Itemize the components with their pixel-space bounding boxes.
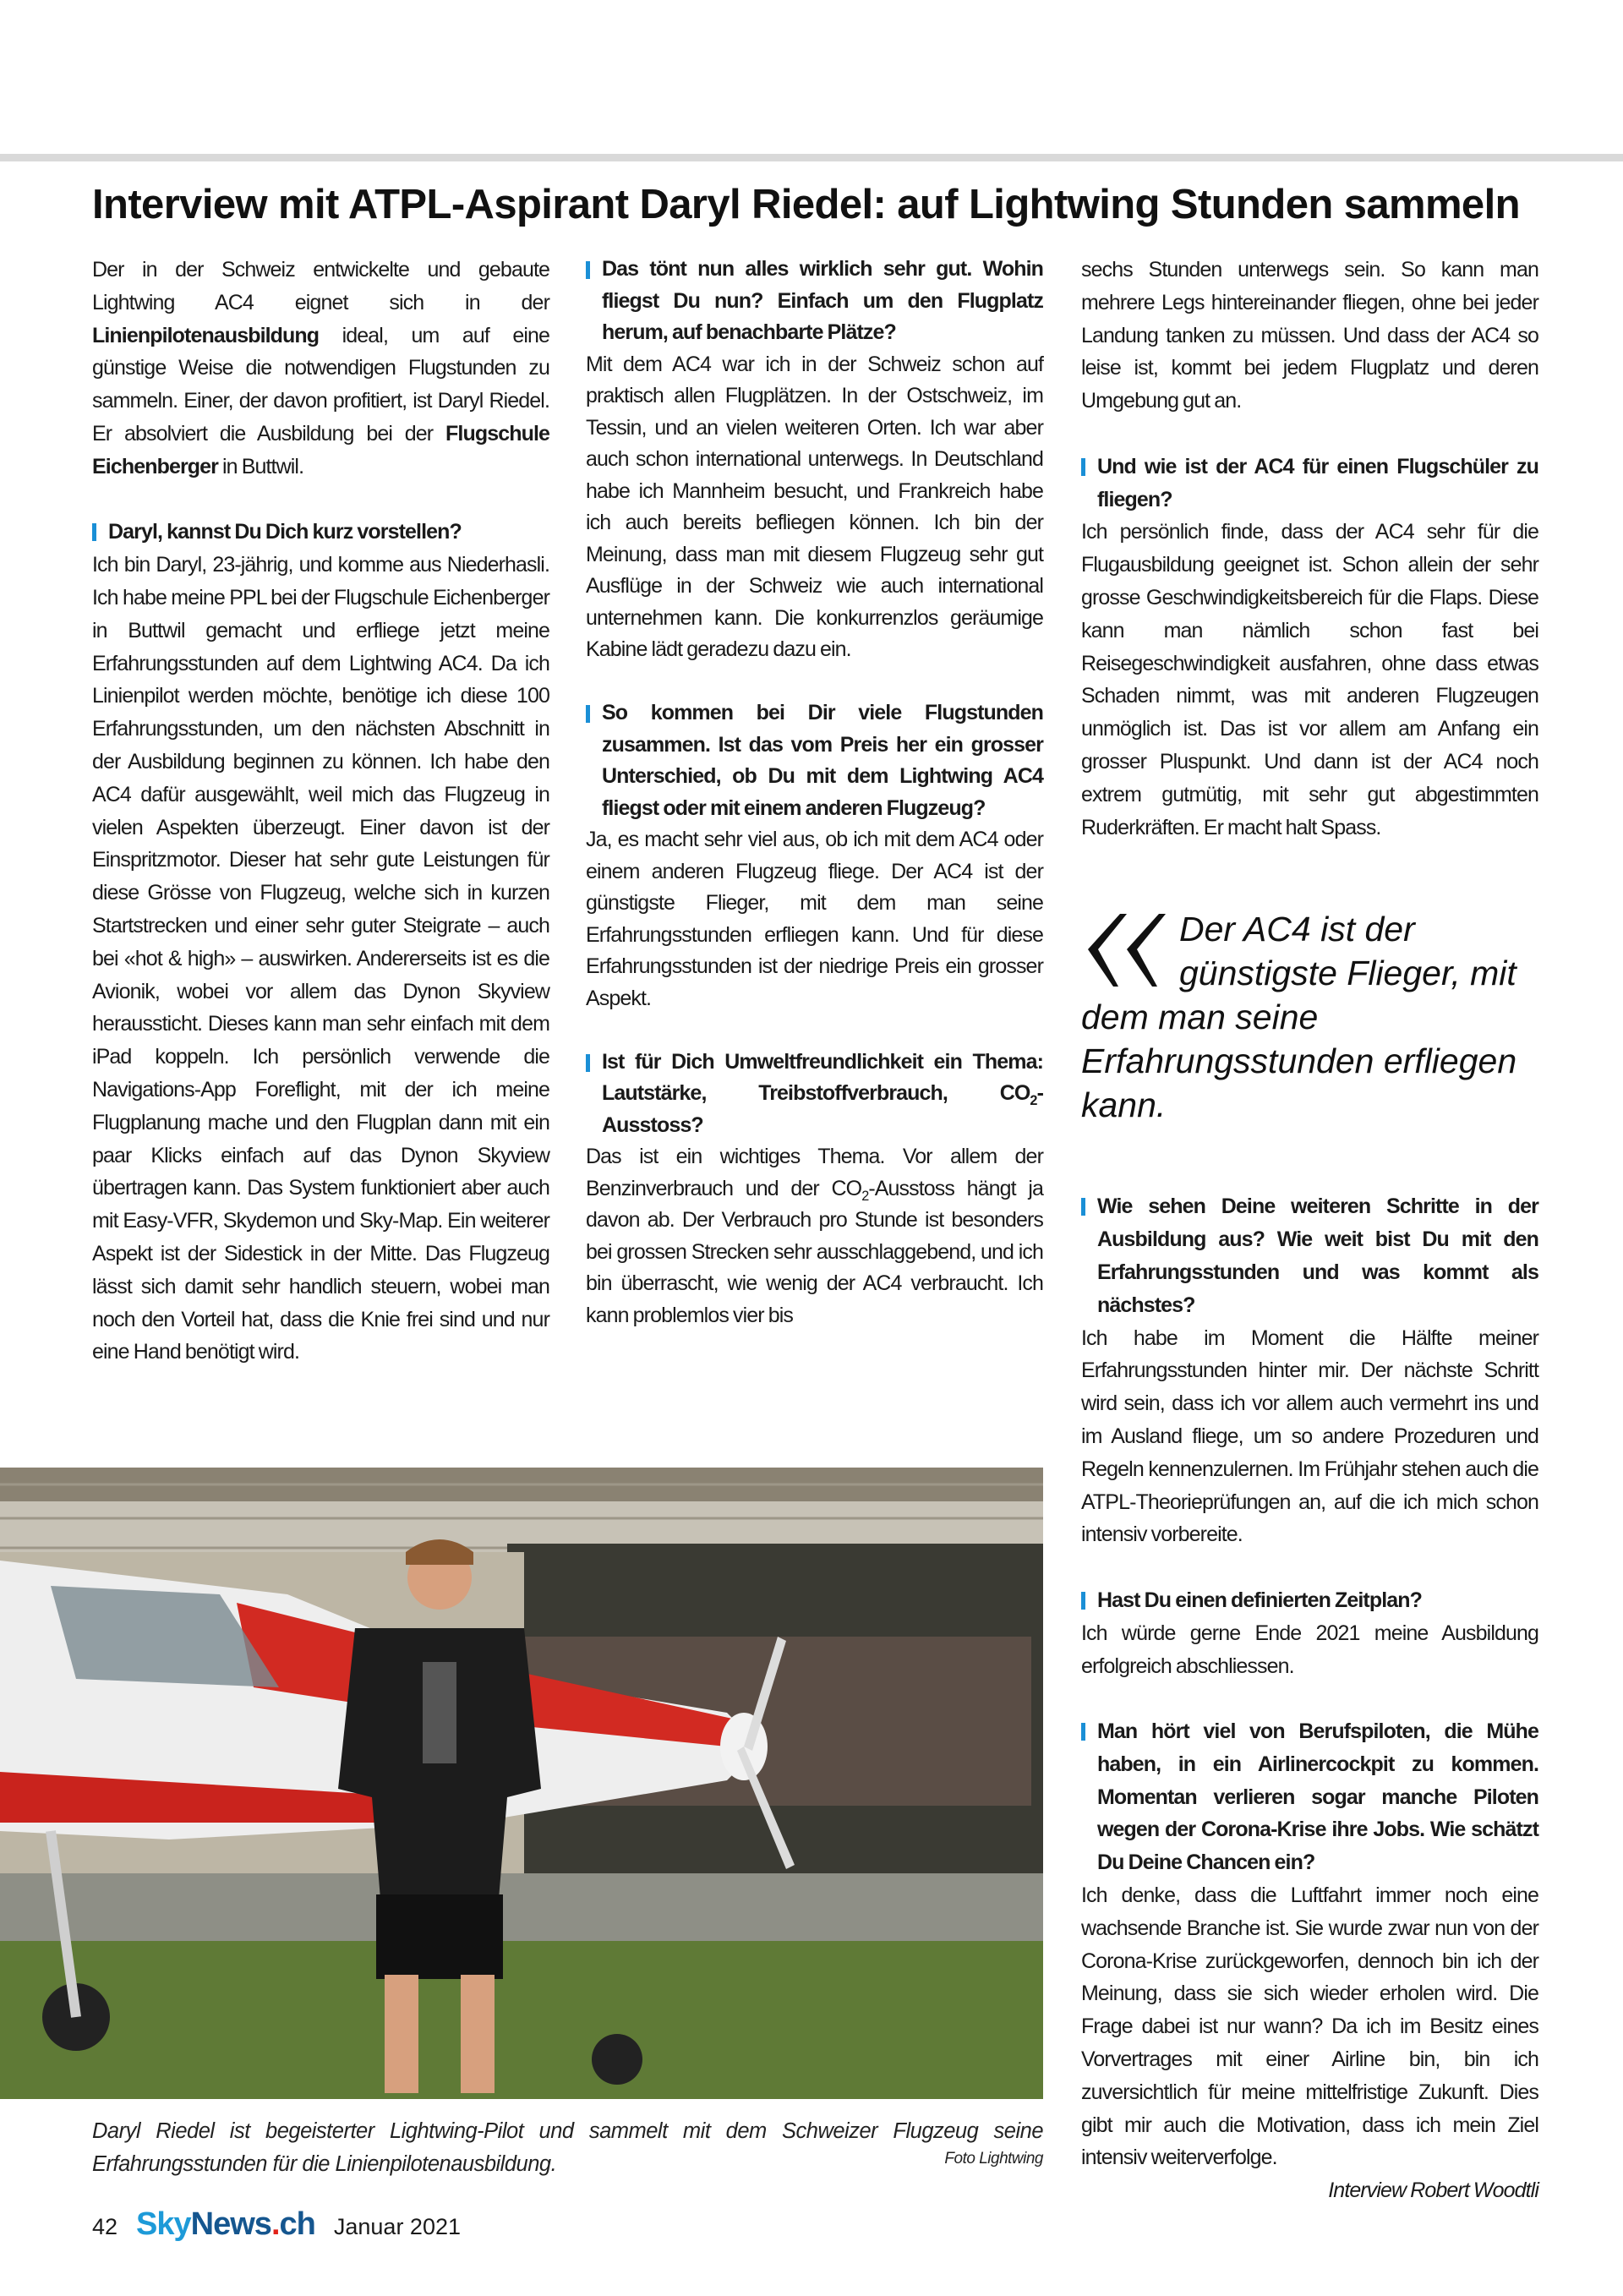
page-footer xyxy=(92,2206,461,2243)
answer: Ich würde gerne Ende 2021 meine Ausbildung erfolgreich abschliessen. xyxy=(1081,1621,1538,1678)
question-text: Ist für Dich Umweltfreundlichkeit ein Thema: Lautstärke, Treibstoffverbrauch, CO xyxy=(602,1049,1043,1105)
answer: Mit dem AC4 war ich in der Schweiz schon auf praktisch allen Flugplätzen. In der Ostschweiz, im Tessin, und an vielen weiteren Orten. Ich war aber auch schon international unterwegs. In Deutschland habe ich Mannheim besucht, und Frankreich habe ich auch bereits befliegen können. Ich bin der Meinung, dass man mit diesem Flugzeug sehr gut Ausflüge in der Schweiz wie auch international unternehmen kann. Die konkurrenzlos geräumige Kabine lädt geradezu dazu ein. xyxy=(586,352,1043,661)
skynews-logo xyxy=(136,2206,315,2243)
answer: Ich persönlich finde, dass der AC4 sehr für die Flugausbildung geeignet ist. Schon allein der sehr grosse Geschwindigkeitsbereich für die Flaps. Diese kann man nämlich schon fast bei Reisegeschwindigkeit ausfahren, ohne dass etwas Schaden nimmt, was mit anderen Flugzeugen unmöglich ist. Das ist vor allem am Anfang ein grosser Pluspunkt. Und dann ist der AC4 noch extrem gutmütig, mit sehr gut abgestimmten Ruderkräften. Er macht halt Spass. xyxy=(1081,520,1538,839)
question: Hast Du einen definierten Zeitplan? xyxy=(1081,1584,1538,1617)
answer: Ich denke, dass die Luftfahrt immer noch eine wachsende Branche ist. Sie wurde zwar nun von der Corona-Krise zurückgeworfen, dennoch bin ich der Meinung, dass sie sich wieder erholen wird. Die Frage dabei ist nur wann? Da ich im Besitz eines Vorvertrages mit einer Airline bin, bin ich zuversichtlich für meine mittelfristige Zukunft. Dies gibt mir auch die Motivation, dass ich mein Ziel intensiv weiterverfolge. xyxy=(1081,1883,1538,2170)
question: Das tönt nun alles wirklich sehr gut. Wohin fliegst Du nun? Einfach um den Flugplatz herum, auf benachbarte Plätze? xyxy=(586,254,1043,349)
pull-quote-text: Der AC4 ist der günstigste Flieger, mit dem man seine Erfahrungsstunden erfliegen kann. xyxy=(1081,910,1517,1125)
question: Und wie ist der AC4 für einen Flugschüler zu fliegen? xyxy=(1081,451,1538,517)
question: So kommen bei Dir viele Flugstunden zusammen. Ist das vom Preis her ein grosser Unterschied, ob Du mit dem Lightwing AC4 fliegst oder mit einem anderen Flugzeug? xyxy=(586,697,1043,824)
column-1 xyxy=(92,254,549,1369)
column-2 xyxy=(586,254,1043,1331)
question: Wie sehen Deine weiteren Schritte in der Ausbildung aus? Wie weit bist Du mit den Erfahrungsstunden und was kommt als nächstes? xyxy=(1081,1190,1538,1321)
logo-ch: ch xyxy=(279,2206,315,2242)
question xyxy=(586,1047,1043,1142)
pull-quote xyxy=(1081,907,1538,1127)
photo-credit: Foto Lightwing xyxy=(944,2149,1043,2168)
issue-date: Januar 2021 xyxy=(333,2214,461,2239)
answer-text: -Ausstoss hängt ja davon ab. Der Verbrauch pro Stunde ist besonders bei grossen Strecken sehr ausschlaggebend, und ich bin überrascht, wie wenig der AC4 verbraucht. Ich kann problemlos vier bis xyxy=(586,1176,1043,1327)
subscript: 2 xyxy=(1030,1093,1037,1108)
answer-continued: sechs Stunden unterwegs sein. So kann man mehrere Legs hintereinander fliegen, ohne bei jeder Landung tanken zu müssen. Und dass der AC4 so leise ist, kommt bei jedem Flugplatz und deren Umgebung gut an. xyxy=(1081,258,1538,413)
question: Man hört viel von Berufspiloten, die Mühe haben, in ein Airlinercockpit zu kommen. Momentan verlieren sogar manche Piloten wegen der Corona-Krise ihre Jobs. Wie schätzt Du Deine Chancen ein? xyxy=(1081,1715,1538,1879)
answer: Ich bin Daryl, 23-jährig, und komme aus Niederhasli. Ich habe meine PPL bei der Flugschule Eichenberger in Buttwil gemacht und erfliege jetzt meine Erfahrungsstunden auf dem Lightwing AC4. Da ich Linienpilot werden möchte, benötige ich diese 100 Erfahrungsstunden, um den nächsten Abschnitt in der Ausbildung beginnen zu können. Ich habe den AC4 dafür ausgewählt, weil mich das Flugzeug in vielen Aspekten überzeugt. Einer davon ist der Einspritzmotor. Dieser hat sehr gute Leistungen für diese Grösse von Flugzeug, welche sich in kurzen Startstrecken und einer sehr guter Steigrate – auch bei «hot & high» – auswirken. Andererseits ist es die Avionik, wobei vor allem das Dynon Skyview heraussticht. Dieses kann man sehr einfach mit dem iPad koppeln. Ich persönlich verwende die Navigations-App Foreflight, mit der ich meine Flugplanung mache und den Flugplan dann mit ein paar Klicks einfach auf das Dynon Skyview übertragen kann. Das System funktioniert aber auch mit Easy-VFR, Skydemon und Sky-Map. Ein weiterer Aspekt ist der Sidestick in der Mitte. Das Flugzeug lässt sich damit sehr handlich steuern, wobei man noch den Vorteil hat, dass die Knie frei sind und nur eine Hand benötigt wird. xyxy=(92,553,549,1364)
top-divider xyxy=(0,154,1623,161)
column-3 xyxy=(1081,254,1538,2207)
intro-text: ideal, um auf eine günstige Weise die notwendigen Flugstunden zu sammeln. Einer, der davon profitiert, ist Daryl Riedel. Er absolviert die Ausbildung bei der xyxy=(92,323,549,446)
logo-sky: Sky xyxy=(136,2206,191,2242)
answer: Ich habe im Moment die Hälfte meiner Erfahrungsstunden hinter mir. Der nächste Schritt wird sein, dass ich vor allem auch vermehrt ins und im Ausland fliege, um so andere Prozeduren und Regeln kennenzulernen. Im Frühjahr stehen auch die ATPL-Theorieprüfungen an, auf die ich mich schon intensiv vorbereite. xyxy=(1081,1326,1538,1547)
quote-mark-icon xyxy=(1081,907,1172,992)
answer: Ja, es macht sehr viel aus, ob ich mit dem AC4 oder einem anderen Flugzeug fliege. Der AC4 ist der günstigste Flieger, mit dem man seine Erfahrungsstunden erfliegen kann. Und für diese Erfahrungsstunden ist der niedrige Preis ein grosser Aspekt. xyxy=(586,828,1043,1010)
intro-bold: Linienpilotenausbildung xyxy=(92,323,320,347)
intro-text: in Buttwil. xyxy=(217,454,304,478)
page-number: 42 xyxy=(92,2214,118,2239)
intro-text: Der in der Schweiz entwickelte und gebaute Lightwing AC4 eignet sich in der xyxy=(92,258,549,314)
article-photo xyxy=(0,1468,1043,2099)
question: Daryl, kannst Du Dich kurz vorstellen? xyxy=(92,516,549,549)
answer-text: Das ist ein wichtiges Thema. Vor allem der Benzinverbrauch und der CO xyxy=(586,1145,1043,1200)
logo-dot: . xyxy=(270,2206,280,2242)
answer xyxy=(586,1141,1043,1331)
question-text: -Ausstoss? xyxy=(602,1081,1043,1137)
photo-caption xyxy=(92,2115,1043,2181)
byline: Interview Robert Woodtli xyxy=(1328,2178,1538,2203)
caption-text: Daryl Riedel ist begeisterter Lightwing-Pilot und sammelt mit dem Schweizer Flugzeug seine Erfahrungsstunden für die Linienpilotenausbildung. xyxy=(92,2119,1043,2176)
intro-bold: Flugschule Eichenberger xyxy=(92,421,549,478)
logo-news: News xyxy=(190,2206,271,2242)
subscript: 2 xyxy=(861,1188,869,1204)
article-title: Interview mit ATPL-Aspirant Daryl Riedel: auf Lightwing Stunden sammeln xyxy=(92,182,1520,227)
photo-pilot-with-aircraft xyxy=(0,1468,1043,2099)
intro-paragraph xyxy=(92,254,549,484)
